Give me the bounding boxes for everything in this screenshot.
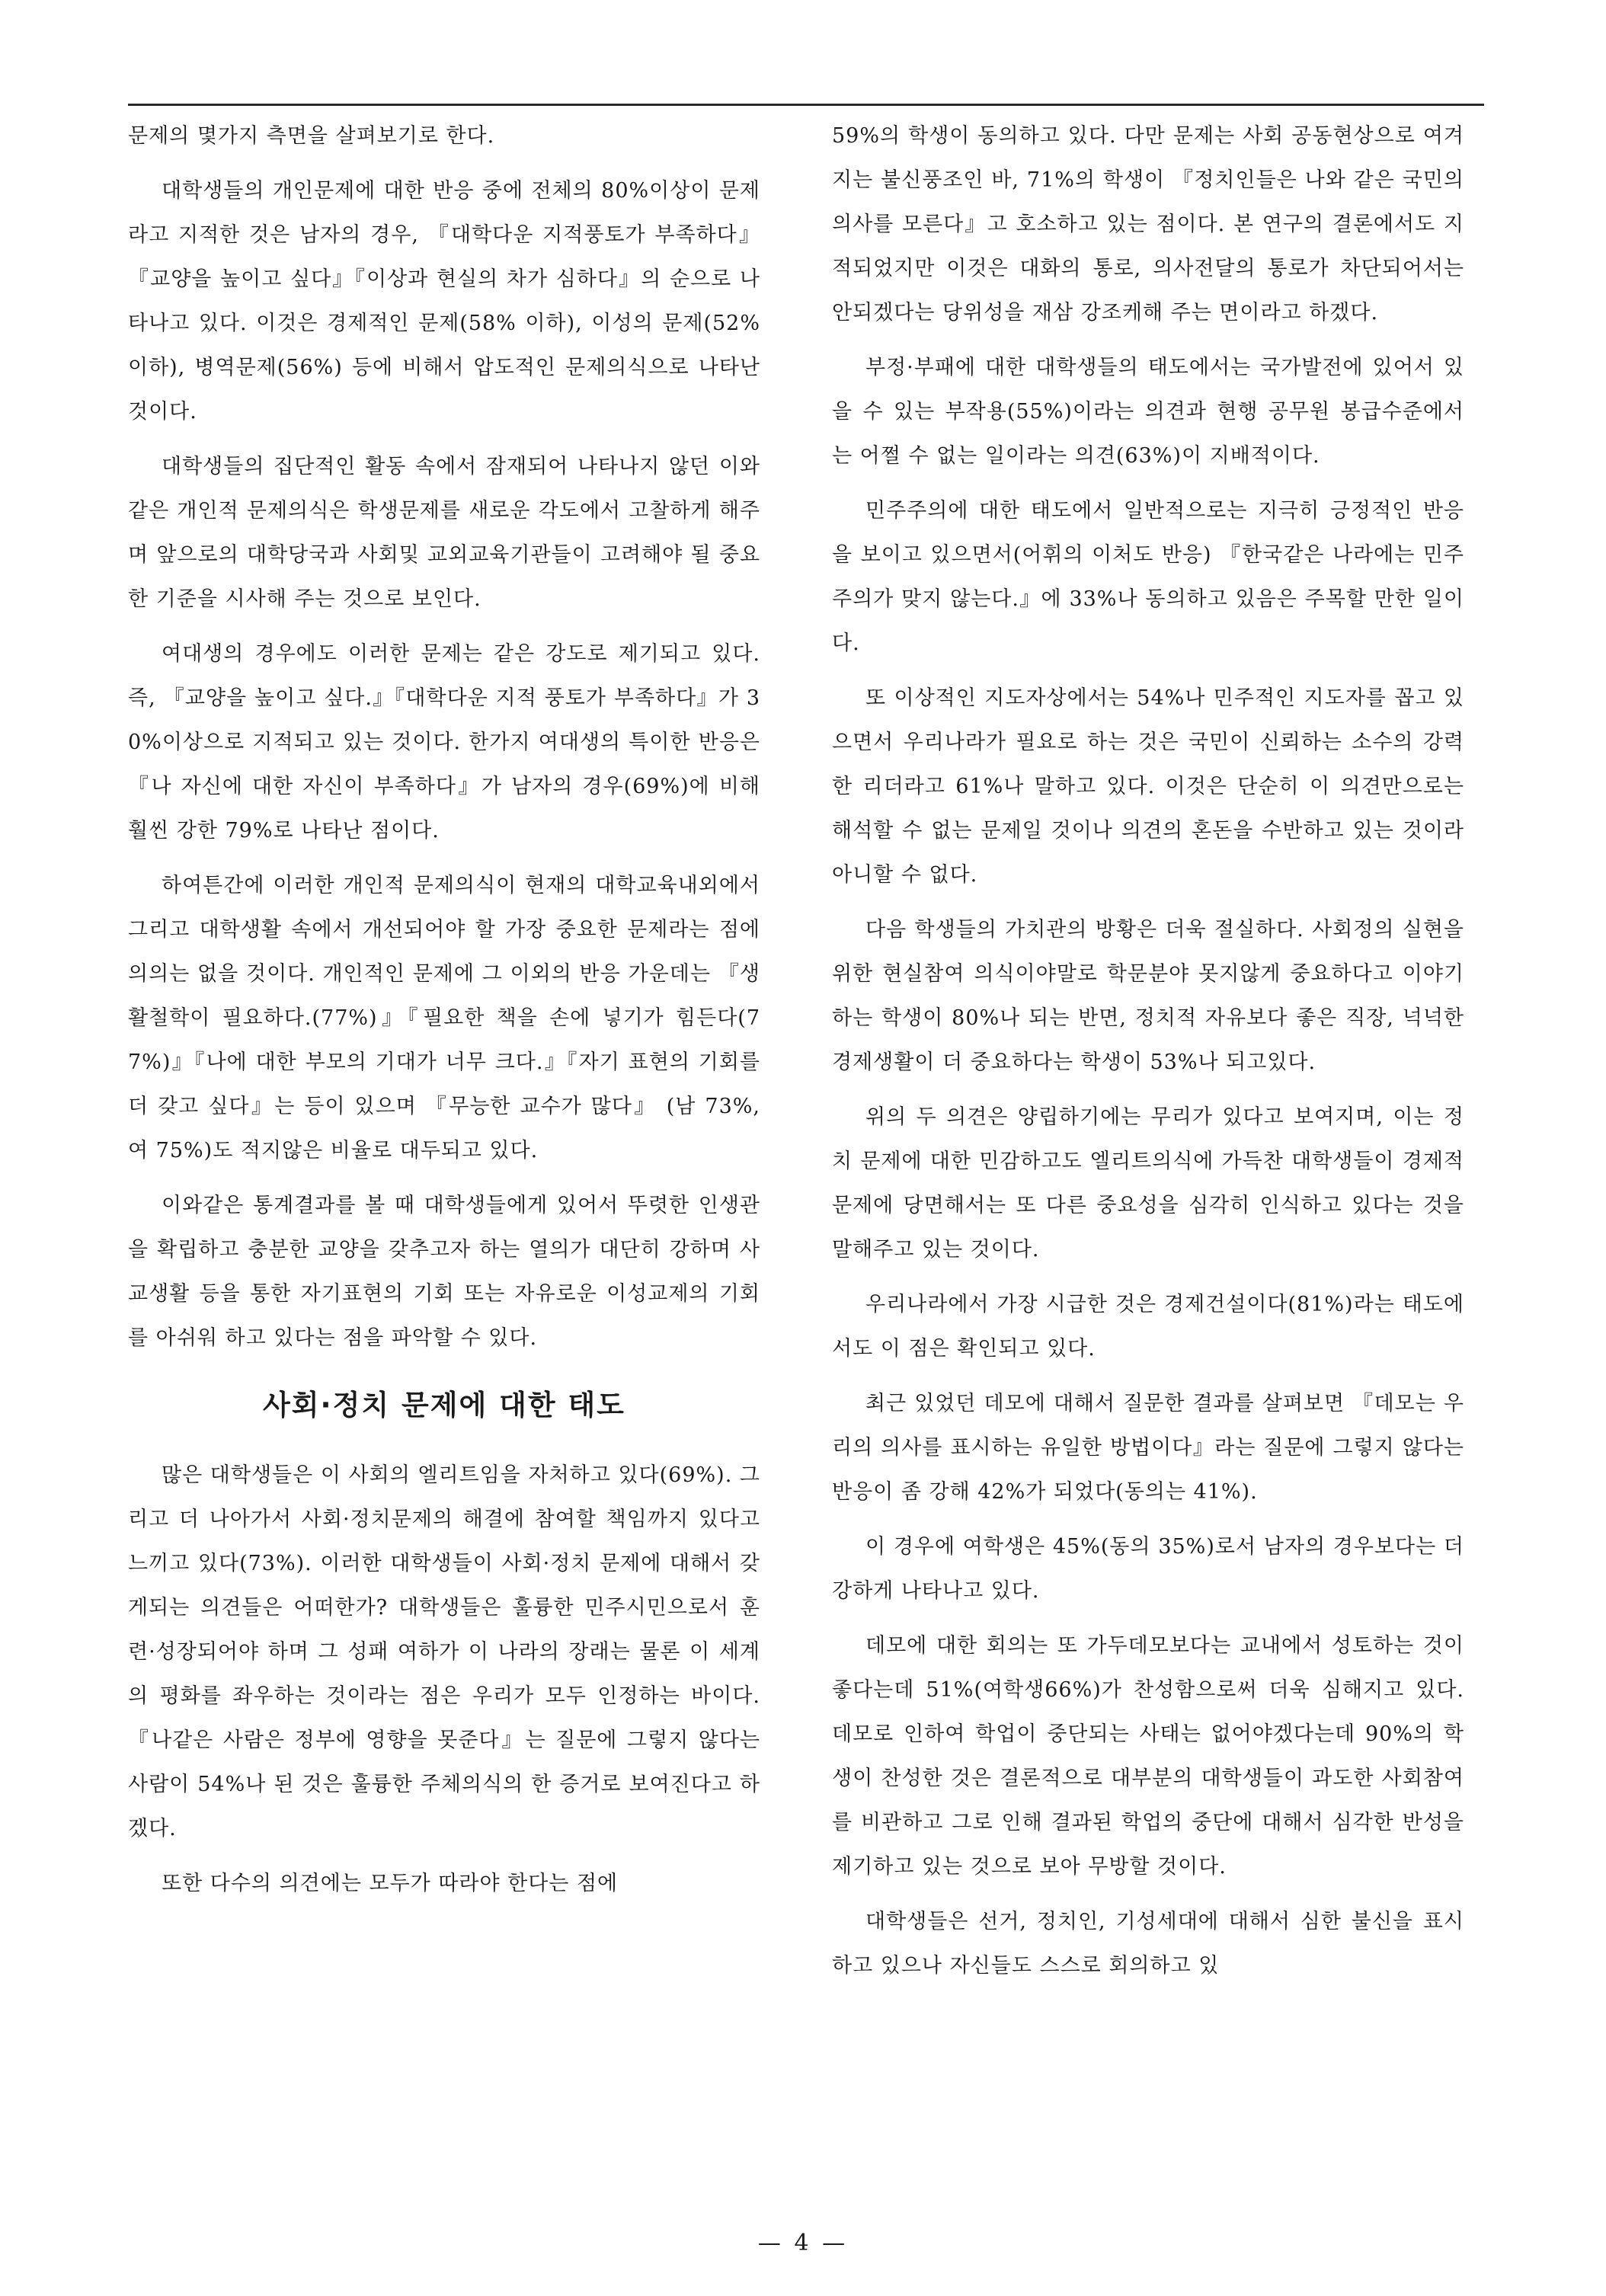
- paragraph: 하여튼간에 이러한 개인적 문제의식이 현재의 대학교육내외에서 그리고 대학생활 속에서 개선되어야 할 가장 중요한 문제라는 점에 의의는 없을 것이다. 개인적인 문제에 그 이외의 반응 가운데는 『생활철학이 필요하다.(77%)』『필요한 책을 손에 넣기가 힘든다(77%)』『나에 대한 부모의 기대가 너무 크다.』『자기 표현의 기회를 더 갖고 싶다』는 등이 있으며 『무능한 교수가 많다』 (남 73%, 여 75%)도 적지않은 비율로 대두되고 있다.: [128, 874, 760, 1162]
- paragraph: 이와같은 통계결과를 볼 때 대학생들에게 있어서 뚜렷한 인생관을 확립하고 충분한 교양을 갖추고자 하는 열의가 대단히 강하며 사교생활 등을 통한 자기표현의 기회 또는 자유로운 이성교제의 기회를 아쉬워 하고 있다는 점을 파악할 수 있다.: [128, 1194, 760, 1350]
- paragraph: 대학생들은 선거, 정치인, 기성세대에 대해서 심한 불신을 표시하고 있으나 자신들도 스스로 회의하고 있: [832, 1910, 1464, 1978]
- top-rule: [128, 104, 1484, 106]
- paragraph: 데모에 대한 회의는 또 가두데모보다는 교내에서 성토하는 것이 좋다는데 51%(여학생66%)가 찬성함으로써 더욱 심해지고 있다. 데모로 인하여 학업이 중단되는 사태는 없어야겠다는데 90%의 학생이 찬성한 것은 결론적으로 대부분의 대학생들이 과도한 사회참여를 비관하고 그로 인해 결과된 학업의 중단에 대해서 심각한 반성을 제기하고 있는 것으로 보아 무방할 것이다.: [832, 1634, 1464, 1879]
- paragraph: 이 경우에 여학생은 45%(동의 35%)로서 남자의 경우보다는 더 강하게 나타나고 있다.: [832, 1535, 1464, 1603]
- section-heading: 사회·정치 문제에 대한 태도: [263, 1389, 625, 1421]
- paragraph: 우리나라에서 가장 시급한 것은 경제건설이다(81%)라는 태도에서도 이 점은 확인되고 있다.: [832, 1293, 1464, 1361]
- paragraph: 최근 있었던 데모에 대해서 질문한 결과를 살펴보면 『데모는 우리의 의사를 표시하는 유일한 방법이다』라는 질문에 그렇지 않다는 반응이 좀 강해 42%가 되었다(동의는 41%).: [832, 1392, 1464, 1504]
- paragraph: 대학생들의 집단적인 활동 속에서 잠재되어 나타나지 않던 이와 같은 개인적 문제의식은 학생문제를 새로운 각도에서 고찰하게 해주며 앞으로의 대학당국과 사회및 교외교육기관들이 고려해야 될 중요한 기준을 시사해 주는 것으로 보인다.: [128, 455, 760, 611]
- paragraph: 문제의 몇가지 측면을 살펴보기로 한다.: [128, 124, 495, 148]
- paragraph: 위의 두 의견은 양립하기에는 무리가 있다고 보여지며, 이는 정치 문제에 대한 민감하고도 엘리트의식에 가득찬 대학생들이 경제적 문제에 당면해서는 또 다른 중요성을 심각히 인식하고 있다는 것을 말해주고 있는 것이다.: [832, 1105, 1464, 1262]
- paragraph: 대학생들의 개인문제에 대한 반응 중에 전체의 80%이상이 문제라고 지적한 것은 남자의 경우, 『대학다운 지적풍토가 부족하다』『교양을 높이고 싶다』『이상과 현실의 차가 심하다』의 순으로 나타나고 있다. 이것은 경제적인 문제(58% 이하), 이성의 문제(52% 이하), 병역문제(56%) 등에 비해서 압도적인 문제의식으로 나타난 것이다.: [128, 179, 760, 424]
- right-column: [832, 114, 1464, 1999]
- paragraph: 59%의 학생이 동의하고 있다. 다만 문제는 사회 공동현상으로 여겨지는 불신풍조인 바, 71%의 학생이 『정치인들은 나와 같은 국민의 의사를 모른다』고 호소하고 있는 점이다. 본 연구의 결론에서도 지적되었지만 이것은 대화의 통로, 의사전달의 통로가 차단되어서는 안되겠다는 당위성을 재삼 강조케해 주는 면이라고 하겠다.: [832, 124, 1464, 325]
- paragraph: 다음 학생들의 가치관의 방황은 더욱 절실하다. 사회정의 실현을 위한 현실참여 의식이야말로 학문분야 못지않게 중요하다고 이야기하는 학생이 80%나 되는 반면, 정치적 자유보다 좋은 직장, 넉넉한 경제생활이 더 중요하다는 학생이 53%나 되고있다.: [832, 918, 1464, 1074]
- paragraph: 여대생의 경우에도 이러한 문제는 같은 강도로 제기되고 있다. 즉, 『교양을 높이고 싶다.』『대학다운 지적 풍토가 부족하다』가 30%이상으로 지적되고 있는 것이다. 한가지 여대생의 특이한 반응은 『나 자신에 대한 자신이 부족하다』가 남자의 경우(69%)에 비해 훨씬 강한 79%로 나타난 점이다.: [128, 642, 760, 843]
- paragraph: 민주주의에 대한 태도에서 일반적으로는 지극히 긍정적인 반응을 보이고 있으면서(어휘의 이처도 반응) 『한국같은 나라에는 민주주의가 맞지 않는다.』에 33%나 동의하고 있음은 주목할 만한 일이다.: [832, 499, 1464, 655]
- left-column: [128, 114, 760, 1917]
- paragraph: 많은 대학생들은 이 사회의 엘리트임을 자처하고 있다(69%). 그리고 더 나아가서 사회·정치문제의 해결에 참여할 책임까지 있다고 느끼고 있다(73%). 이러한 대학생들이 사회·정치 문제에 대해서 갖게되는 의견들은 어떠한가? 대학생들은 훌륭한 민주시민으로서 훈련·성장되어야 하며 그 성패 여하가 이 나라의 장래는 물론 이 세계의 평화를 좌우하는 것이라는 점은 우리가 모두 인정하는 바이다. 『나같은 사람은 정부에 영향을 못준다』는 질문에 그렇지 않다는 사람이 54%나 된 것은 훌륭한 주체의식의 한 증거로 보여진다고 하겠다.: [128, 1463, 760, 1840]
- paragraph: 또한 다수의 의견에는 모두가 따라야 한다는 점에: [162, 1872, 619, 1895]
- page-number: — 4 —: [757, 2230, 849, 2256]
- paragraph: 또 이상적인 지도자상에서는 54%나 민주적인 지도자를 꼽고 있으면서 우리나라가 필요로 하는 것은 국민이 신뢰하는 소수의 강력한 리더라고 61%나 말하고 있다. 이것은 단순히 이 의견만으로는 해석할 수 없는 문제일 것이나 의견의 혼돈을 수반하고 있는 것이라 아니할 수 없다.: [832, 686, 1464, 887]
- paragraph: 부정·부패에 대한 대학생들의 태도에서는 국가발전에 있어서 있을 수 있는 부작용(55%)이라는 의견과 현행 공무원 봉급수준에서는 어쩔 수 없는 일이라는 의견(63%)이 지배적이다.: [832, 356, 1464, 468]
